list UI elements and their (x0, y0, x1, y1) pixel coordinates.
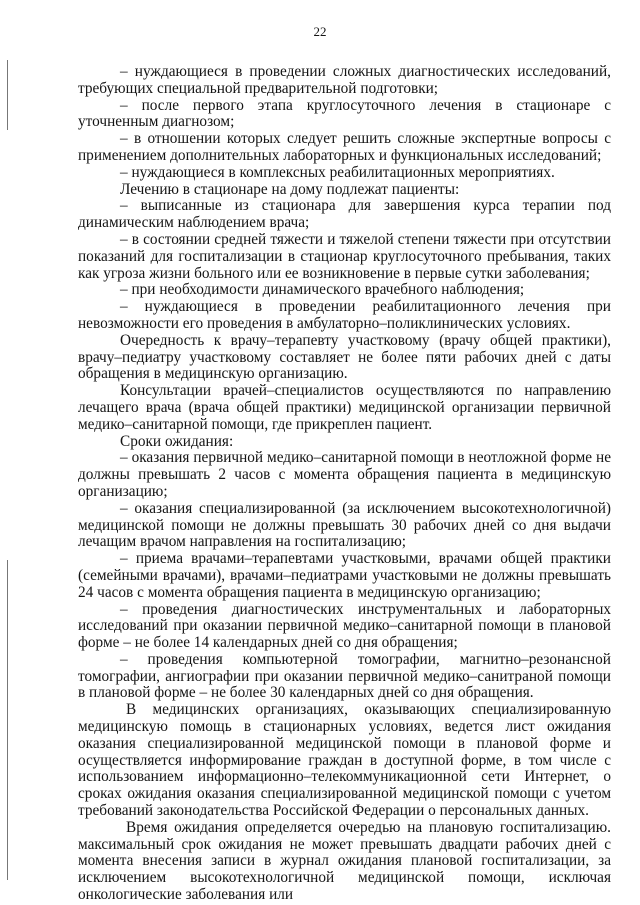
paragraph: Очередность к врачу–терапевту участковому (врачу общей практики), врачу–педиатру участковому составляет не более пяти рабочих дней с даты обращения в медицинскую организацию. (78, 331, 611, 383)
paragraph: – приема врачами–терапевтами участковыми, врачами общей практики (семейными врачами), врачами–педиатрами участковыми не должны превышать 24 часов с момента обращения пациента в медицинскую организацию; (78, 550, 611, 601)
paragraph: Сроки ожидания: (120, 432, 234, 450)
paragraph: – оказания специализированной (за исключением высокотехнологичной) медицинской помощи не должны превышать 30 рабочих дней со дня выдачи лечащим врачом направления на госпитализацию; (78, 499, 611, 551)
paragraph: – проведения диагностических инструментальных и лабораторных исследований при оказании первичной медико–санитарной помощи в плановой форме – не более 14 календарных дней со дня обращения; (78, 600, 611, 652)
page-number: 22 (313, 24, 327, 39)
paragraph: Время ожидания определяется очередью на плановую госпитализацию. максимальный срок ожидания не может превышать двадцати рабочих дней с момента внесения записи в журнал ожидания плановой госпитализации, за исключением высокотехнологичной медицинской помощи, исключая онкологические заболевания или (78, 818, 611, 904)
paragraph: Лечению в стационаре на дому подлежат пациенты: (120, 180, 460, 198)
left-margin-mark (7, 560, 8, 880)
paragraph: – нуждающиеся в проведении сложных диагностических исследований, требующих специальной предварительной подготовки; (78, 63, 611, 97)
paragraph: – в отношении которых следует решить сложные экспертные вопросы с применением дополнительных лабораторных и функциональных исследований; (78, 130, 611, 164)
paragraph: – в состоянии средней тяжести и тяжелой степени тяжести при отсутствии показаний для госпитализации в стационар круглосуточного пребывания, таких как угроза жизни больного или ее возникновение в первые сутки заболевания; (78, 230, 611, 282)
paragraph: – при необходимости динамического врачебного наблюдения; (120, 281, 525, 299)
paragraph: В медицинских организациях, оказывающих специализированную медицинскую помощь в стационарных условиях, ведется лист ожидания оказания специализированной медицинской помощи в плановой форме и осуществляется информирование граждан в доступной форме, в том числе с использованием информационно–телекоммуникационной сети Интернет, о сроках ожидания оказания специализированной медицинской помощи с учетом требований законодательства Российской Федерации о персональных данных. (78, 701, 611, 820)
paragraph: – после первого этапа круглосуточного лечения в стационаре с уточненным диагнозом; (78, 96, 611, 131)
paragraph: – нуждающиеся в комплексных реабилитационных мероприятиях. (120, 163, 555, 181)
document-body (78, 64, 611, 904)
paragraph: – нуждающиеся в проведении реабилитационного лечения при невозможности его проведения в амбулаторно–поликлинических условиях. (78, 298, 611, 332)
left-margin-mark (7, 60, 8, 130)
paragraph: Консультации врачей–специалистов осуществляются по направлению лечащего врача (врача общей практики) медицинской организации первичной медико–санитарной помощи, где прикреплен пациент. (78, 382, 611, 433)
paragraph: – выписанные из стационара для завершения курса терапии под динамическим наблюдением врача; (78, 197, 611, 232)
paragraph: – проведения компьютерной томографии, магнитно–резонансной томографии, ангиографии при оказании первичной медико–санитраной помощи в плановой форме – не более 30 календарных дней со дня обращения. (78, 650, 611, 702)
paragraph: – оказания первичной медико–санитарной помощи в неотложной форме не должны превышать 2 часов с момента обращения пациента в медицинскую организацию; (78, 449, 611, 500)
